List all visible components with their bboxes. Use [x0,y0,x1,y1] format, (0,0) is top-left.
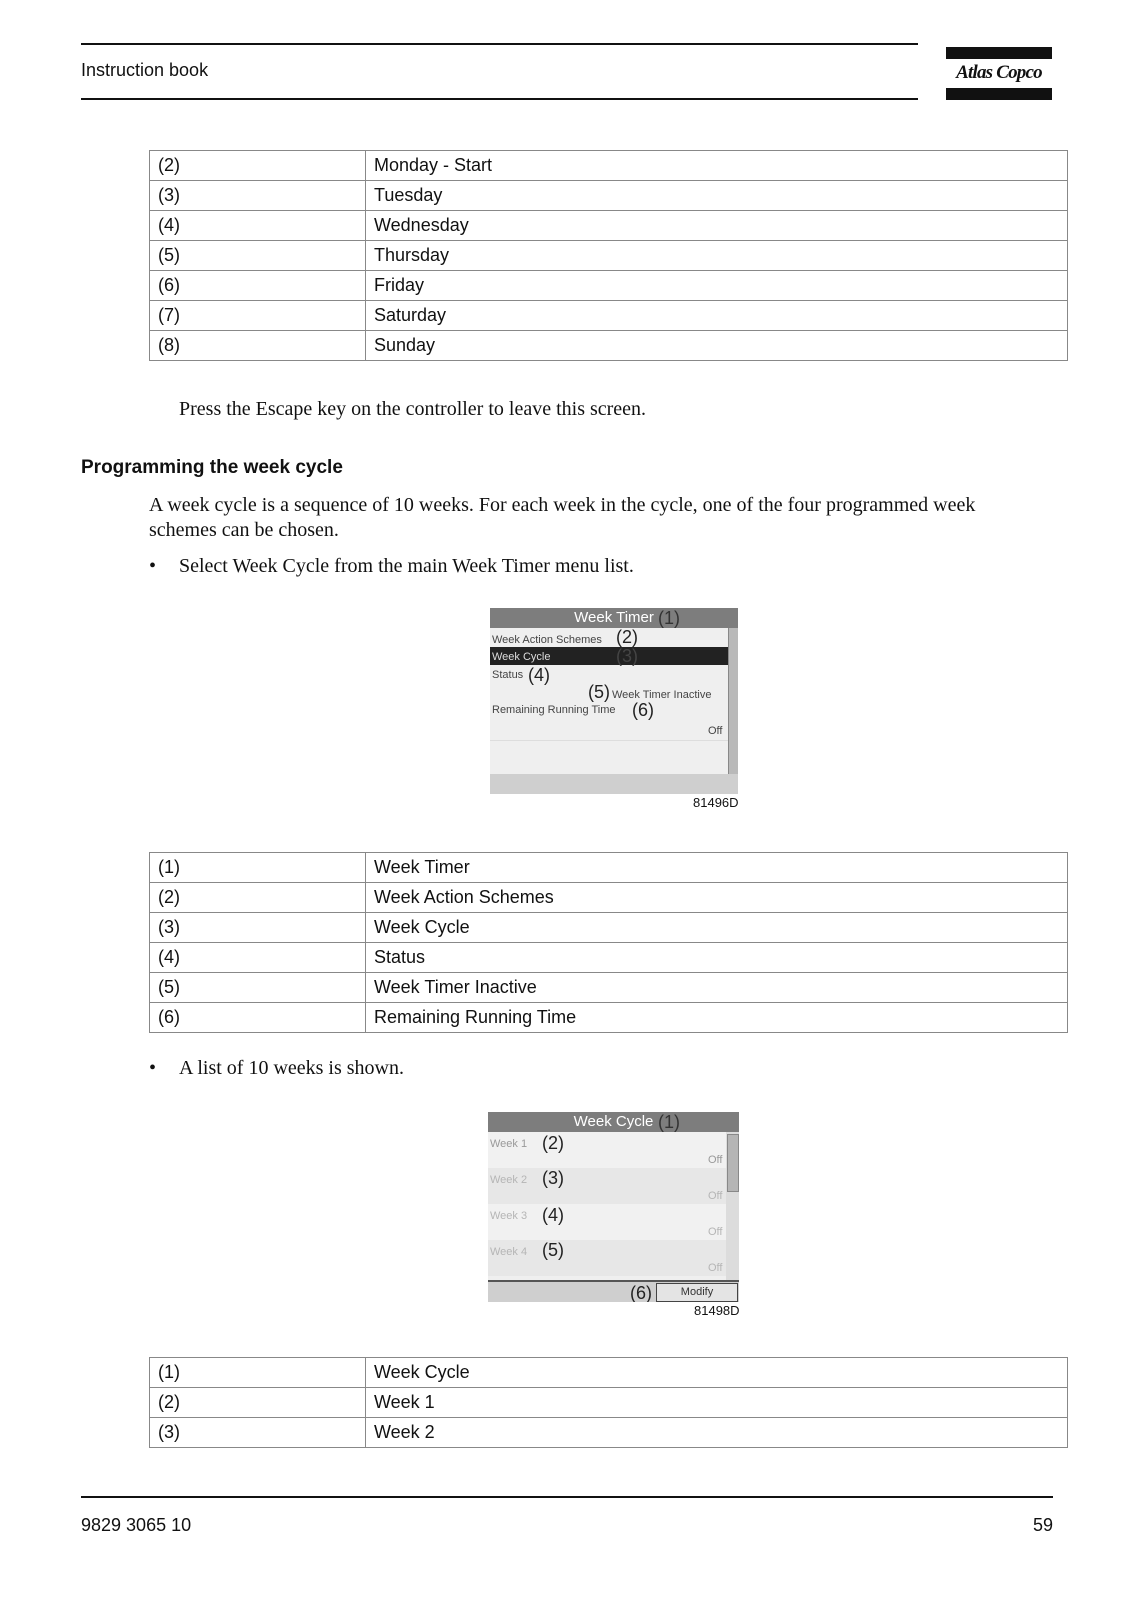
bullet-dot: • [149,1057,157,1079]
callout-4: (4) [542,1205,564,1225]
table-row [150,241,1068,271]
callout-1: (1) [658,608,680,628]
legend-number: (8) [150,331,366,361]
table-row [150,883,1068,913]
scrollbar-thumb[interactable] [727,1134,739,1192]
week-label: Week 1 [490,1138,528,1150]
legend-number: (3) [150,181,366,211]
document-number: 9829 3065 10 [81,1515,192,1535]
legend-label: Sunday [366,331,1068,361]
legend-label: Tuesday [366,181,1068,211]
escape-instruction: Press the Escape key on the controller to leave this screen. [179,398,647,420]
figure-id: 81498D [694,1303,740,1318]
legend-label: Friday [366,271,1068,301]
bullet-text: A list of 10 weeks is shown. [179,1057,404,1079]
callout-2: (2) [542,1133,564,1153]
legend-number: (1) [150,1358,366,1388]
header-rule-bottom [81,98,918,100]
table-row [150,1003,1068,1033]
remaining-value: Off [708,725,723,737]
intro-line-1: A week cycle is a sequence of 10 weeks. For each week in the cycle, one of the four programmed week [149,494,976,516]
table-row [150,301,1068,331]
modify-button-label: Modify [680,1286,714,1298]
week-value: Off [708,1190,723,1202]
week-cycle-title: Week Cycle [573,1113,654,1130]
table-row [150,181,1068,211]
callout-6: (6) [630,1283,652,1302]
callout-3: (3) [542,1168,564,1188]
callout-5: (5) [588,682,610,702]
week-label: Week 2 [490,1174,528,1186]
week-cycle-title-bar [488,1112,739,1132]
legend-number: (3) [150,913,366,943]
days-legend-table [149,150,1068,361]
week-label: Week 3 [490,1210,528,1222]
menu-item-week-action-schemes: Week Action Schemes [492,634,602,646]
page-number: 59 [1032,1515,1053,1535]
legend-number: (2) [150,151,366,181]
callout-6: (6) [632,700,654,720]
intro-line-2: schemes can be chosen. [149,519,339,541]
callout-5: (5) [542,1240,564,1260]
callout-1: (1) [658,1112,680,1132]
legend-label: Wednesday [366,211,1068,241]
table-row [150,853,1068,883]
week-timer-legend-table [149,852,1068,1033]
legend-label: Week Timer Inactive [366,973,1068,1003]
legend-number: (7) [150,301,366,331]
table-row [150,151,1068,181]
bullet-dot: • [149,555,157,577]
week-timer-title-bar [490,608,738,628]
status-value: Week Timer Inactive [612,689,712,701]
menu-item-week-cycle: Week Cycle [492,651,551,663]
legend-number: (2) [150,1388,366,1418]
table-row [150,1358,1068,1388]
legend-label: Monday - Start [366,151,1068,181]
legend-label: Week Timer [366,853,1068,883]
legend-number: (5) [150,973,366,1003]
legend-label: Week Action Schemes [366,883,1068,913]
section-heading: Programming the week cycle [81,457,343,478]
screen-footer-bar [490,774,738,794]
bullet-text: Select Week Cycle from the main Week Timer menu list. [179,555,634,577]
callout-2: (2) [616,627,638,647]
callout-4: (4) [528,665,550,685]
header-rule-top [81,43,918,45]
legend-number: (4) [150,943,366,973]
legend-label: Week Cycle [366,1358,1068,1388]
table-row [150,211,1068,241]
scrollbar[interactable] [728,628,738,784]
content-separator [490,740,728,741]
week-value: Off [708,1154,723,1166]
menu-item-status: Status [492,669,524,681]
legend-label: Thursday [366,241,1068,271]
header-title: Instruction book [81,60,209,80]
legend-number: (1) [150,853,366,883]
legend-label: Status [366,943,1068,973]
menu-item-remaining-running-time: Remaining Running Time [492,704,616,716]
week-cycle-legend-table [149,1357,1068,1448]
week-cycle-screen [488,1112,739,1302]
table-row [150,913,1068,943]
table-row [150,973,1068,1003]
week-label: Week 4 [490,1246,528,1258]
brand-logo-text: Atlas Copco [956,62,1042,83]
legend-number: (2) [150,883,366,913]
week-value: Off [708,1262,723,1274]
table-row [150,271,1068,301]
legend-number: (6) [150,1003,366,1033]
table-row [150,1388,1068,1418]
legend-number: (3) [150,1418,366,1448]
legend-label: Week 1 [366,1388,1068,1418]
table-row [150,1418,1068,1448]
week-value: Off [708,1226,723,1238]
legend-number: (6) [150,271,366,301]
legend-label: Week 2 [366,1418,1068,1448]
footer-rule [81,1496,1053,1498]
week-timer-title: Week Timer [574,609,654,626]
figure-id: 81496D [693,795,739,810]
table-row [150,943,1068,973]
table-row [150,331,1068,361]
legend-label: Week Cycle [366,913,1068,943]
legend-number: (5) [150,241,366,271]
callout-3: (3) [616,646,638,666]
legend-label: Remaining Running Time [366,1003,1068,1033]
modify-button[interactable] [656,1283,738,1302]
legend-number: (4) [150,211,366,241]
week-timer-screen [490,608,738,794]
legend-label: Saturday [366,301,1068,331]
brand-logo [946,47,1052,100]
